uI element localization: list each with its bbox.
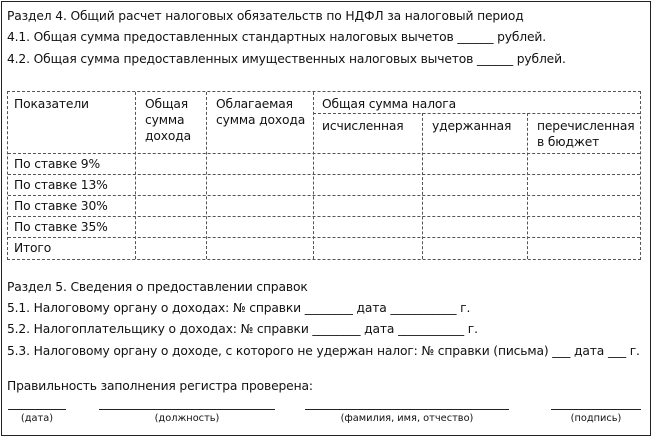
verification-text: Правильность заполнения регистра проверена: — [7, 379, 313, 393]
name-line — [305, 409, 509, 410]
date-line — [8, 409, 66, 410]
name-caption: (фамилия, имя, отчество) — [340, 413, 474, 424]
header-indicators: Показатели — [14, 97, 89, 111]
header-calculated: исчисленная — [322, 119, 404, 133]
line-4-1: 4.1. Общая сумма предоставленных стандартных налоговых вычетов ______ рублей. — [7, 30, 547, 44]
tax-table — [7, 91, 641, 260]
line-4-2: 4.2. Общая сумма предоставленных имущественных налоговых вычетов ______ рублей. — [7, 52, 566, 66]
line-5-3: 5.3. Налоговому органу о доходе, с которого не удержан налог: № справки (письма) ___ дата ___ г. — [7, 344, 640, 358]
line-5-1: 5.1. Налоговому органу о доходах: № справки ________ дата ___________ г. — [7, 301, 471, 315]
row-label: По ставке 13% — [14, 178, 108, 192]
header-total-tax: Общая сумма налога — [322, 97, 456, 111]
signature-caption: (подпись) — [570, 413, 622, 424]
row-label: По ставке 30% — [14, 199, 108, 213]
row-label: По ставке 9% — [14, 157, 100, 171]
section4-title: Раздел 4. Общий расчет налоговых обязательств по НДФЛ за налоговый период — [7, 9, 524, 23]
signature-line — [551, 409, 641, 410]
header-total-income: Общая сумма дохода — [145, 97, 191, 143]
row-label-total: Итого — [14, 241, 52, 255]
position-line — [99, 409, 275, 410]
header-taxable-income: Облагаемая сумма дохода — [216, 97, 306, 127]
row-label: По ставке 35% — [14, 220, 108, 234]
section5-title: Раздел 5. Сведения о предоставлении справок — [7, 280, 308, 294]
line-5-2: 5.2. Налогоплательщику о доходах: № справки ________ дата ___________ г. — [7, 322, 478, 336]
header-transferred: перечисленная в бюджет — [537, 119, 635, 149]
header-withheld: удержанная — [432, 119, 512, 133]
position-caption: (должность) — [154, 413, 220, 424]
date-caption: (дата) — [20, 413, 54, 424]
